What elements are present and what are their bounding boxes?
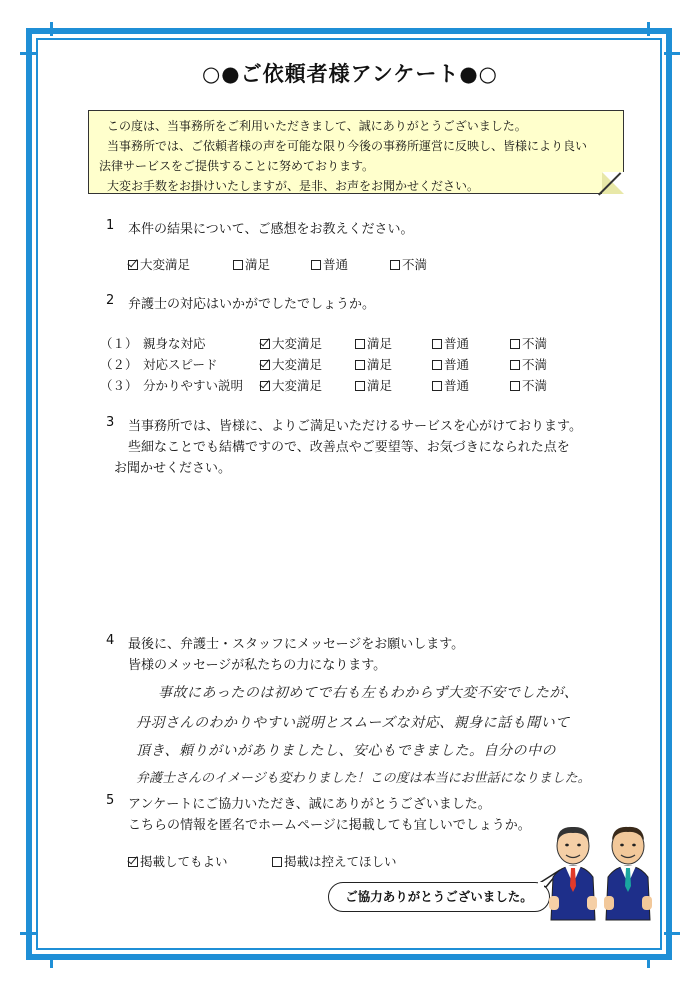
handwritten-answer-line: 丹羽さんのわかりやすい説明とスムーズな対応、親身に話も聞いて <box>136 715 570 731</box>
intro-line: 法律サービスをご提供することに努めております。 <box>99 159 375 173</box>
q2-row1-option-satisfied[interactable] <box>355 334 392 352</box>
intro-line: 当事務所では、ご依頼者様の声を可能な限り今後の事務所運営に反映し、皆様により良い <box>107 139 588 153</box>
option-label: 満足 <box>367 336 393 351</box>
q2-row2-option-very-satisfied[interactable] <box>260 355 322 373</box>
checkbox-icon <box>311 260 321 270</box>
border-tick <box>50 22 53 36</box>
q2-row-number: （２） <box>100 357 138 372</box>
q2-row3-option-satisfied[interactable] <box>355 376 392 394</box>
question-number: 2 <box>106 293 115 308</box>
q2-row-label: 対応スピード <box>143 357 218 372</box>
q1-option-normal[interactable] <box>311 255 348 273</box>
intro-line: 大変お手数をお掛けいたしますが、是非、お声をお聞かせください。 <box>107 179 480 193</box>
checkbox-icon <box>432 360 442 370</box>
option-label: 不満 <box>402 257 428 272</box>
q2-row-label: 親身な対応 <box>143 336 206 351</box>
lawyer-illustration-left <box>543 822 603 922</box>
comment-area[interactable] <box>114 480 634 620</box>
checkbox-icon <box>432 339 442 349</box>
checkbox-icon <box>355 339 365 349</box>
question-3-line: 些細なことでも結構ですので、改善点やご要望等、お気づきになられた点を <box>128 440 570 455</box>
question-4-line: 皆様のメッセージが私たちの力になります。 <box>128 658 387 673</box>
border-tick <box>647 954 650 968</box>
q5-option-decline[interactable] <box>272 852 397 870</box>
option-label: 大変満足 <box>272 378 323 393</box>
q5-option-allow[interactable] <box>128 852 228 870</box>
q2-row2-option-dissatisfied[interactable] <box>510 355 547 373</box>
q2-row3-option-very-satisfied[interactable] <box>260 376 322 394</box>
intro-box <box>88 110 624 194</box>
checkbox-icon <box>272 857 282 867</box>
question-number: 3 <box>106 415 115 430</box>
checkbox-icon <box>510 339 520 349</box>
page-title: ○●ご依頼者様アンケート●○ <box>201 62 499 86</box>
q2-row2-option-satisfied[interactable] <box>355 355 392 373</box>
option-label: 普通 <box>444 378 470 393</box>
q1-option-very-satisfied[interactable] <box>128 255 190 273</box>
question-1-text: 本件の結果について、ご感想をお教えください。 <box>128 222 414 237</box>
border-tick <box>50 954 53 968</box>
checkbox-checked-icon <box>128 260 138 270</box>
q2-row2-option-normal[interactable] <box>432 355 469 373</box>
question-number: 4 <box>106 633 115 648</box>
lawyer-illustration-right <box>598 822 658 922</box>
q2-row1-option-very-satisfied[interactable] <box>260 334 322 352</box>
option-label: 大変満足 <box>272 357 323 372</box>
border-tick <box>20 932 36 935</box>
option-label: 満足 <box>245 257 271 272</box>
question-3-line: お聞かせください。 <box>114 461 232 476</box>
checkbox-icon <box>355 381 365 391</box>
q2-row-number: （３） <box>100 378 138 393</box>
question-4-line: 最後に、弁護士・スタッフにメッセージをお願いします。 <box>128 637 465 652</box>
page-fold-corner <box>602 172 624 194</box>
checkbox-checked-icon <box>260 360 270 370</box>
q2-row3-option-dissatisfied[interactable] <box>510 376 547 394</box>
checkbox-checked-icon <box>260 381 270 391</box>
intro-line: この度は、当事務所をご利用いただきまして、誠にありがとうございました。 <box>107 119 527 133</box>
option-label: 掲載してもよい <box>140 854 228 869</box>
checkbox-icon <box>233 260 243 270</box>
question-2-text: 弁護士の対応はいかがでしたでしょうか。 <box>128 297 376 312</box>
q2-row1-option-normal[interactable] <box>432 334 469 352</box>
question-number: 5 <box>106 793 115 808</box>
option-label: 不満 <box>522 357 548 372</box>
checkbox-icon <box>510 381 520 391</box>
thank-you-speech-bubble: ご協力ありがとうございました。 <box>328 882 550 912</box>
option-label: 不満 <box>522 336 548 351</box>
q2-row1-option-dissatisfied[interactable] <box>510 334 547 352</box>
checkbox-checked-icon <box>128 857 138 867</box>
option-label: 大変満足 <box>272 336 323 351</box>
checkbox-checked-icon <box>260 339 270 349</box>
option-label: 満足 <box>367 378 393 393</box>
checkbox-icon <box>355 360 365 370</box>
handwritten-answer-line: 弁護士さんのイメージも変わりました！この度は本当にお世話になりました。 <box>136 771 591 786</box>
border-tick <box>20 52 36 55</box>
q2-row-label: 分かりやすい説明 <box>143 378 244 393</box>
border-tick <box>664 932 680 935</box>
q2-row-number: （１） <box>100 336 138 351</box>
border-tick <box>647 22 650 36</box>
option-label: 不満 <box>522 378 548 393</box>
option-label: 大変満足 <box>140 257 191 272</box>
option-label: 普通 <box>323 257 349 272</box>
option-label: 普通 <box>444 336 470 351</box>
q2-row3-option-normal[interactable] <box>432 376 469 394</box>
checkbox-icon <box>432 381 442 391</box>
option-label: 満足 <box>367 357 393 372</box>
option-label: 掲載は控えてほしい <box>284 854 397 869</box>
q1-option-dissatisfied[interactable] <box>390 255 427 273</box>
checkbox-icon <box>390 260 400 270</box>
question-5-line: こちらの情報を匿名でホームページに掲載しても宜しいでしょうか。 <box>128 818 531 833</box>
option-label: 普通 <box>444 357 470 372</box>
handwritten-answer-line: 事故にあったのは初めてで右も左もわからず大変不安でしたが、 <box>158 685 579 701</box>
handwritten-answer-line: 頂き、頼りがいがありましたし、安心もできました。自分の中の <box>136 743 556 759</box>
checkbox-icon <box>510 360 520 370</box>
question-number: 1 <box>106 218 115 233</box>
border-tick <box>664 52 680 55</box>
question-3-line: 当事務所では、皆様に、よりご満足いただけるサービスを心がけております。 <box>128 419 582 434</box>
q1-option-satisfied[interactable] <box>233 255 270 273</box>
question-5-line: アンケートにご協力いただき、誠にありがとうございました。 <box>128 797 491 812</box>
